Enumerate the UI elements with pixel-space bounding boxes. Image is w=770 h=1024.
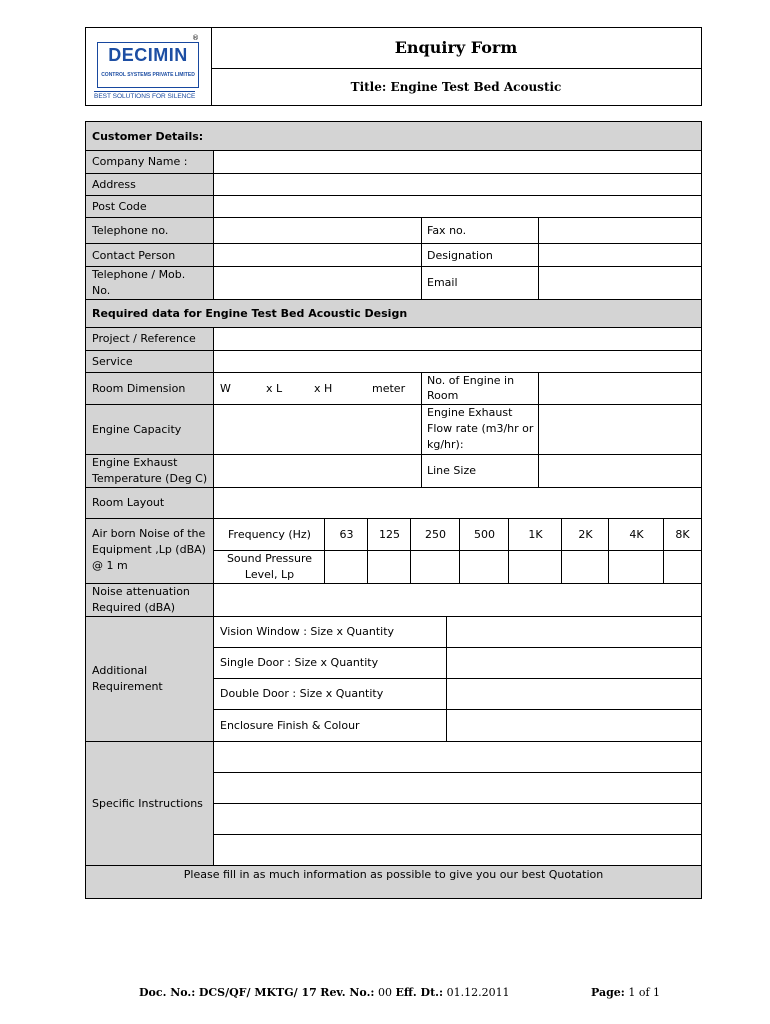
airborne-label-cell	[86, 519, 214, 584]
company-field[interactable]	[214, 151, 701, 174]
telephone-label: Telephone no.	[92, 224, 169, 237]
additional-line2: Requirement	[92, 680, 163, 693]
frequency-value: 250	[425, 528, 446, 541]
page-label: Page:	[591, 986, 625, 999]
eff-date-value: 01.12.2011	[446, 986, 510, 999]
logo-wordmark: DECIMIN	[108, 45, 188, 65]
customer-section-header	[86, 122, 701, 151]
spl-label-line2: Level, Lp	[244, 568, 295, 581]
telephone-label-cell	[86, 218, 214, 244]
contact-field[interactable]	[214, 244, 422, 267]
service-label-cell	[86, 351, 214, 373]
exhaust-temp-label-cell	[86, 455, 214, 488]
mobile-label-line1: Telephone / Mob.	[92, 268, 186, 281]
spl-input-500[interactable]	[460, 551, 509, 584]
room-layout-label-cell	[86, 488, 214, 519]
enquiry-form	[85, 121, 702, 899]
doc-no-value: DCS/QF/ MKTG/ 17	[198, 986, 317, 999]
company-logo	[97, 42, 199, 88]
vision-window-field[interactable]	[447, 617, 701, 648]
frequency-header-cell	[664, 519, 701, 551]
post-code-field[interactable]	[214, 196, 701, 218]
frequency-value: 4K	[629, 528, 644, 541]
frequency-header-cell	[509, 519, 562, 551]
contact-label: Contact Person	[92, 249, 176, 262]
frequency-value: 125	[379, 528, 400, 541]
note-row	[86, 866, 701, 898]
frequency-label-cell	[214, 519, 325, 551]
page-value: 1 of 1	[628, 986, 661, 999]
room-layout-label: Room Layout	[92, 496, 165, 509]
line-size-label-cell	[422, 455, 539, 488]
line-size-label: Line Size	[427, 464, 477, 477]
spl-input-1K[interactable]	[509, 551, 562, 584]
designation-field[interactable]	[539, 244, 701, 267]
logo-tagline: BEST SOLUTIONS FOR SILENCE	[94, 93, 196, 100]
vision-window-label: Vision Window : Size x Quantity	[220, 625, 395, 638]
exhaust-temp-line1: Engine Exhaust	[92, 456, 178, 469]
email-label: Email	[427, 276, 458, 289]
company-label-cell	[86, 151, 214, 174]
spl-label-line1: Sound Pressure	[226, 552, 313, 565]
post-code-label-cell	[86, 196, 214, 218]
fax-label: Fax no.	[427, 224, 467, 237]
vision-window-label-cell	[214, 617, 447, 648]
exhaust-flow-label-cell	[422, 405, 539, 455]
telephone-field[interactable]	[214, 218, 422, 244]
mobile-field[interactable]	[214, 267, 422, 300]
frequency-value: 500	[474, 528, 495, 541]
room-dimension-field[interactable]	[214, 373, 422, 405]
spl-label-cell	[214, 551, 325, 584]
airborne-line3: @ 1 m	[92, 559, 128, 572]
logo-area	[86, 28, 212, 105]
email-field[interactable]	[539, 267, 701, 300]
airborne-line2: Equipment ,Lp (dBA)	[92, 543, 206, 556]
mobile-label-line2: No.	[92, 284, 111, 297]
frequency-header-cell	[325, 519, 368, 551]
capacity-label-cell	[86, 405, 214, 455]
engines-label-line1: No. of Engine in	[427, 374, 515, 387]
document-footer	[139, 986, 510, 999]
engines-label-cell	[422, 373, 539, 405]
frequency-header-cell	[411, 519, 460, 551]
exhaust-flow-line3: kg/hr):	[427, 438, 464, 451]
spl-input-2K[interactable]	[562, 551, 609, 584]
enclosure-label-cell	[214, 710, 447, 742]
customer-section-title: Customer Details:	[92, 130, 204, 143]
exhaust-flow-line2: Flow rate (m3/hr or	[427, 422, 534, 435]
dimension-l-label: x L	[266, 382, 283, 395]
specific-line-4[interactable]	[214, 835, 701, 866]
frequency-value: 1K	[528, 528, 543, 541]
additional-label-cell	[86, 617, 214, 742]
rev-no-label: Rev. No.:	[320, 986, 375, 999]
attenuation-line2: Required (dBA)	[92, 601, 176, 614]
registered-mark: ®	[192, 34, 199, 42]
specific-line-3[interactable]	[214, 804, 701, 835]
single-door-label-cell	[214, 648, 447, 679]
project-label: Project / Reference	[92, 332, 196, 345]
designation-label-cell	[422, 244, 539, 267]
attenuation-line1: Noise attenuation	[92, 585, 190, 598]
spl-input-250[interactable]	[411, 551, 460, 584]
exhaust-temp-line2: Temperature (Deg C)	[92, 472, 208, 485]
page-indicator	[591, 986, 660, 999]
design-section-title: Required data for Engine Test Bed Acoustic Design	[92, 307, 408, 320]
frequency-header-cell	[460, 519, 509, 551]
logo-subtitle: CONTROL SYSTEMS PRIVATE LIMITED	[101, 72, 195, 78]
specific-label: Specific Instructions	[92, 797, 203, 810]
service-label: Service	[92, 355, 133, 368]
frequency-value: 8K	[675, 528, 690, 541]
service-field[interactable]	[214, 351, 701, 373]
engines-label-line2: Room	[427, 389, 459, 402]
enclosure-field[interactable]	[447, 710, 701, 742]
dimension-unit-label: meter	[372, 382, 406, 395]
line-size-field[interactable]	[539, 455, 701, 488]
frequency-header-cell	[368, 519, 411, 551]
address-label-cell	[86, 174, 214, 196]
exhaust-flow-field[interactable]	[539, 405, 701, 455]
email-label-cell	[422, 267, 539, 300]
single-door-label: Single Door : Size x Quantity	[220, 656, 379, 669]
specific-label-cell	[86, 742, 214, 866]
frequency-header-cell	[562, 519, 609, 551]
double-door-label-cell	[214, 679, 447, 710]
designation-label: Designation	[427, 249, 493, 262]
spl-input-4K[interactable]	[609, 551, 664, 584]
room-layout-field[interactable]	[214, 488, 701, 519]
spl-input-63[interactable]	[325, 551, 368, 584]
dimension-h-label: x H	[314, 382, 333, 395]
form-subtitle: Title: Engine Test Bed Acoustic	[350, 80, 562, 94]
room-dimension-label-cell	[86, 373, 214, 405]
additional-line1: Additional	[92, 664, 148, 677]
eff-date-label: Eff. Dt.:	[395, 986, 444, 999]
quotation-note: Please fill in as much information as possible to give you our best Quotation	[183, 868, 604, 881]
airborne-line1: Air born Noise of the	[92, 527, 206, 540]
room-dimension-label: Room Dimension	[92, 382, 186, 395]
double-door-field[interactable]	[447, 679, 701, 710]
specific-line-2[interactable]	[214, 773, 701, 804]
enclosure-label: Enclosure Finish & Colour	[220, 719, 360, 732]
double-door-label: Double Door : Size x Quantity	[220, 687, 384, 700]
post-code-label: Post Code	[92, 200, 147, 213]
project-label-cell	[86, 328, 214, 351]
frequency-label: Frequency (Hz)	[228, 528, 311, 541]
attenuation-field[interactable]	[214, 584, 701, 617]
attenuation-label-cell	[86, 584, 214, 617]
dimension-w-label: W	[220, 382, 231, 395]
single-door-field[interactable]	[447, 648, 701, 679]
address-field[interactable]	[214, 174, 701, 196]
form-title: Enquiry Form	[211, 28, 701, 69]
mobile-label-cell	[86, 267, 214, 300]
frequency-value: 63	[339, 528, 354, 541]
exhaust-temp-field[interactable]	[214, 455, 422, 488]
design-section-header	[86, 300, 701, 328]
frequency-value: 2K	[578, 528, 593, 541]
fax-field[interactable]	[539, 218, 701, 244]
form-header	[85, 27, 702, 106]
address-label: Address	[92, 178, 136, 191]
exhaust-flow-line1: Engine Exhaust	[427, 406, 513, 419]
rev-no-value: 00	[377, 986, 392, 999]
specific-line-1[interactable]	[214, 742, 701, 773]
capacity-label: Engine Capacity	[92, 423, 182, 436]
capacity-field[interactable]	[214, 405, 422, 455]
spl-input-125[interactable]	[368, 551, 411, 584]
project-field[interactable]	[214, 328, 701, 351]
engines-field[interactable]	[539, 373, 701, 405]
contact-label-cell	[86, 244, 214, 267]
doc-no-label: Doc. No.:	[139, 986, 196, 999]
spl-input-8K[interactable]	[664, 551, 701, 584]
frequency-header-cell	[609, 519, 664, 551]
company-label: Company Name :	[92, 155, 188, 168]
fax-label-cell	[422, 218, 539, 244]
